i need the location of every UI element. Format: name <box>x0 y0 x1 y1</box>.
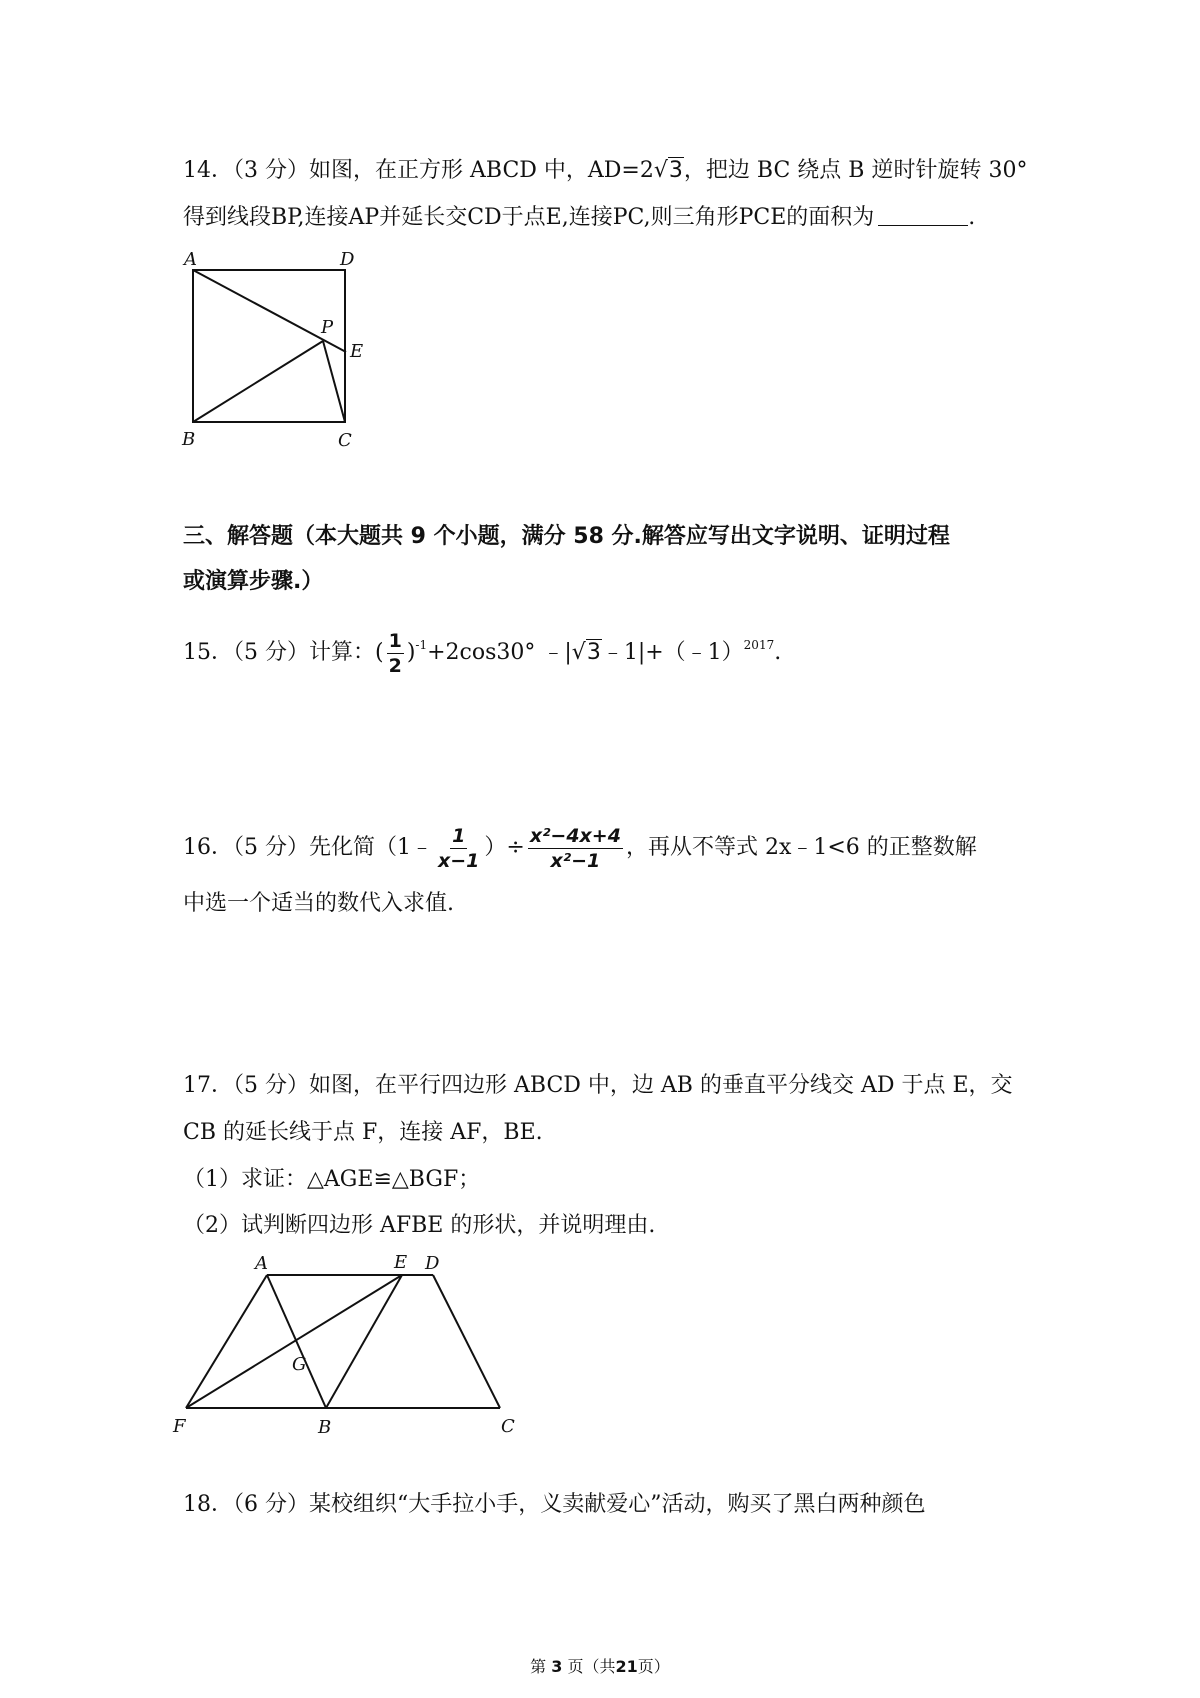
exponent: 2017 <box>743 638 775 652</box>
fraction-numerator: 1 <box>452 824 466 847</box>
total-pages: 21 <box>615 1657 638 1676</box>
fraction-numerator: 1 <box>388 629 402 652</box>
exponent: -1 <box>415 638 428 652</box>
q15-text-a: 15．（5 分）计算：( <box>183 640 384 665</box>
q16-line1 <box>183 818 977 878</box>
label-a: A <box>184 249 197 270</box>
footer-text: 第 <box>530 1657 547 1676</box>
q15-line: 15．（5 分）计算：( $\frac{1}{2}$ )$^{-1}$+2cos30° ﹣|√3﹣1|+（﹣1）$^{2017}$. <box>183 629 782 677</box>
page-footer <box>0 1654 1200 1677</box>
q17-figure-parallelogram <box>170 1250 530 1435</box>
square-abcd <box>193 270 345 422</box>
fraction-one-half <box>387 629 404 678</box>
section-heading-line2: 或演算步骤.） <box>183 569 324 594</box>
segment-dc <box>433 1275 500 1408</box>
segment-be <box>326 1275 402 1408</box>
label-c: C <box>501 1416 515 1435</box>
label-f: F <box>173 1416 186 1435</box>
footer-text: 页（共 <box>567 1657 616 1676</box>
fraction-1-over-x-1 <box>436 824 481 873</box>
q14-text-c: 得到线段BP,连接AP并延长交CD于点E,连接PC,则三角形PCE的面积为 <box>183 205 875 230</box>
q14-period: . <box>968 205 976 230</box>
q17-line3: （1）求证：△AGE≌△BGF； <box>183 1167 481 1192</box>
radicand: 3 <box>586 640 601 665</box>
label-e: E <box>394 1252 408 1273</box>
q15-period: . <box>774 640 782 665</box>
fraction-quadratic <box>528 824 623 873</box>
fraction-denominator: 2 <box>388 654 402 677</box>
sqrt-expression: √3 <box>571 640 601 665</box>
q16-text-b: ）÷ <box>484 835 525 860</box>
q18-line1: 18．（6 分）某校组织“大手拉小手，义卖献爱心”活动，购买了黑白两种颜色 <box>183 1492 926 1517</box>
q16-text-a: 16．（5 分）先化简（1﹣ <box>183 835 433 860</box>
label-e: E <box>350 341 364 362</box>
q17-line1: 17．（5 分）如图，在平行四边形 ABCD 中，边 AB 的垂直平分线交 AD 于点 E，交 <box>183 1073 1013 1098</box>
label-g: G <box>292 1354 307 1375</box>
page-number: 3 <box>551 1657 563 1676</box>
fraction-denominator: x²−1 <box>550 849 601 872</box>
q16-text-c: ，再从不等式 2x﹣1<6 的正整数解 <box>625 835 977 860</box>
radicand: 3 <box>668 158 683 183</box>
label-a: A <box>255 1253 268 1274</box>
label-c: C <box>338 430 352 451</box>
q17-line4: （2）试判断四边形 AFBE 的形状，并说明理由. <box>183 1213 656 1238</box>
sqrt-expression: √3 <box>653 158 683 183</box>
segment-fe <box>186 1275 402 1408</box>
label-d: D <box>425 1253 440 1274</box>
label-p: P <box>321 317 334 338</box>
label-b: B <box>318 1417 332 1435</box>
section-heading-line1: 三、解答题（本大题共 9 个小题，满分 58 分.解答应写出文字说明、证明过程 <box>183 524 950 549</box>
fraction-denominator: x−1 <box>437 849 480 872</box>
segment-ab <box>267 1275 326 1408</box>
q14-text-a: 14．（3 分）如图，在正方形 ABCD 中，AD=2 <box>183 158 654 183</box>
q14-line1 <box>183 156 1027 186</box>
q14-figure-square <box>170 245 370 460</box>
segment-pc <box>323 341 345 422</box>
segment-af <box>186 1275 267 1408</box>
fraction-numerator: x²−4x+4 <box>529 824 621 847</box>
label-b: B <box>182 429 196 450</box>
footer-text: 页） <box>637 1657 670 1676</box>
q16-line2: 中选一个适当的数代入求值. <box>183 891 454 916</box>
segment-bp <box>193 341 323 422</box>
answer-blank <box>878 203 968 226</box>
segment-ae <box>193 270 346 352</box>
q14-line2 <box>183 203 975 233</box>
q14-text-b: ，把边 BC 绕点 B 逆时针旋转 30° <box>683 158 1028 183</box>
q15-text-b: +2cos30° ﹣| <box>427 640 572 665</box>
label-d: D <box>340 249 355 270</box>
q17-line2: CB 的延长线于点 F，连接 AF，BE. <box>183 1120 543 1145</box>
q15-text-c: ﹣1|+（﹣1） <box>601 640 744 665</box>
